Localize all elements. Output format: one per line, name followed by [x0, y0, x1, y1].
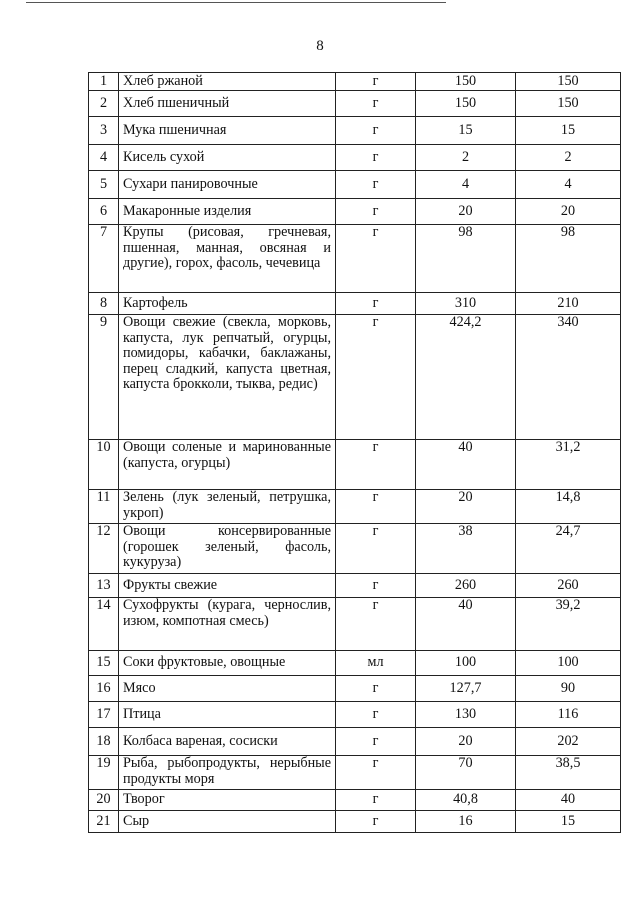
- product-name-cell: Кисель сухой: [119, 145, 336, 171]
- product-name-cell: Сухофрукты (курага, чернослив, изюм, компотная смесь): [119, 598, 336, 651]
- norm-value-1-cell: 15: [416, 117, 516, 145]
- product-name-cell: Крупы (рисовая, гречневая, пшенная, манная, овсяная и другие), горох, фасоль, чечевица: [119, 225, 336, 293]
- norm-value-1-cell: 100: [416, 651, 516, 676]
- norm-value-1-cell: 40,8: [416, 790, 516, 811]
- table-row: [89, 790, 621, 811]
- table-row: [89, 225, 621, 293]
- row-number-cell: 4: [89, 145, 119, 171]
- table-row: [89, 574, 621, 598]
- table-row: [89, 524, 621, 574]
- table-body: [89, 73, 621, 833]
- row-number-cell: 12: [89, 524, 119, 574]
- product-name-cell: Овощи консервированные (горошек зеленый, фасоль, кукуруза): [119, 524, 336, 574]
- table-row: [89, 490, 621, 524]
- unit-cell: г: [336, 440, 416, 490]
- row-number-cell: 17: [89, 702, 119, 728]
- table-row: [89, 73, 621, 91]
- norm-value-2-cell: 210: [516, 293, 621, 315]
- unit-cell: г: [336, 199, 416, 225]
- norm-value-2-cell: 98: [516, 225, 621, 293]
- product-name-cell: Хлеб пшеничный: [119, 91, 336, 117]
- product-name-cell: Колбаса вареная, сосиски: [119, 728, 336, 756]
- unit-cell: г: [336, 524, 416, 574]
- unit-cell: г: [336, 598, 416, 651]
- row-number-cell: 9: [89, 315, 119, 440]
- unit-cell: г: [336, 145, 416, 171]
- table-row: [89, 756, 621, 790]
- table-row: [89, 315, 621, 440]
- product-name-cell: Сыр: [119, 811, 336, 833]
- unit-cell: г: [336, 91, 416, 117]
- norm-value-2-cell: 39,2: [516, 598, 621, 651]
- row-number-cell: 1: [89, 73, 119, 91]
- product-name-cell: Макаронные изделия: [119, 199, 336, 225]
- table-row: [89, 293, 621, 315]
- food-norms-table: [88, 72, 621, 833]
- row-number-cell: 8: [89, 293, 119, 315]
- norm-value-2-cell: 31,2: [516, 440, 621, 490]
- unit-cell: г: [336, 811, 416, 833]
- norm-value-2-cell: 38,5: [516, 756, 621, 790]
- row-number-cell: 19: [89, 756, 119, 790]
- norm-value-2-cell: 14,8: [516, 490, 621, 524]
- page-number: 8: [316, 38, 324, 54]
- row-number-cell: 21: [89, 811, 119, 833]
- table-row: [89, 651, 621, 676]
- product-name-cell: Птица: [119, 702, 336, 728]
- norm-value-2-cell: 15: [516, 811, 621, 833]
- norm-value-2-cell: 150: [516, 91, 621, 117]
- norm-value-2-cell: 116: [516, 702, 621, 728]
- norm-value-1-cell: 424,2: [416, 315, 516, 440]
- norm-value-1-cell: 127,7: [416, 676, 516, 702]
- norm-value-2-cell: 100: [516, 651, 621, 676]
- unit-cell: г: [336, 315, 416, 440]
- unit-cell: г: [336, 790, 416, 811]
- product-name-cell: Картофель: [119, 293, 336, 315]
- product-name-cell: Овощи соленые и маринованные (капуста, огурцы): [119, 440, 336, 490]
- norm-value-2-cell: 24,7: [516, 524, 621, 574]
- table-row: [89, 702, 621, 728]
- table-row: [89, 91, 621, 117]
- row-number-cell: 14: [89, 598, 119, 651]
- table-row: [89, 199, 621, 225]
- table-row: [89, 811, 621, 833]
- row-number-cell: 20: [89, 790, 119, 811]
- table-row: [89, 440, 621, 490]
- row-number-cell: 18: [89, 728, 119, 756]
- norm-value-1-cell: 310: [416, 293, 516, 315]
- norm-value-1-cell: 2: [416, 145, 516, 171]
- row-number-cell: 2: [89, 91, 119, 117]
- norm-value-2-cell: 20: [516, 199, 621, 225]
- table-row: [89, 117, 621, 145]
- unit-cell: г: [336, 117, 416, 145]
- unit-cell: г: [336, 756, 416, 790]
- product-name-cell: Мука пшеничная: [119, 117, 336, 145]
- norm-value-1-cell: 260: [416, 574, 516, 598]
- row-number-cell: 6: [89, 199, 119, 225]
- unit-cell: г: [336, 676, 416, 702]
- norm-value-2-cell: 15: [516, 117, 621, 145]
- product-name-cell: Зелень (лук зеленый, петрушка, укроп): [119, 490, 336, 524]
- norm-value-1-cell: 20: [416, 199, 516, 225]
- norm-value-2-cell: 90: [516, 676, 621, 702]
- norm-value-1-cell: 70: [416, 756, 516, 790]
- product-name-cell: Овощи свежие (свекла, морковь, капуста, лук репчатый, огурцы, помидоры, кабачки, баклажаны, перец сладкий, капуста цветная, капуста брокколи, тыква, редис): [119, 315, 336, 440]
- norm-value-2-cell: 260: [516, 574, 621, 598]
- table-row: [89, 676, 621, 702]
- row-number-cell: 5: [89, 171, 119, 199]
- norm-value-1-cell: 150: [416, 91, 516, 117]
- norm-value-2-cell: 340: [516, 315, 621, 440]
- row-number-cell: 11: [89, 490, 119, 524]
- norm-value-1-cell: 4: [416, 171, 516, 199]
- norm-value-2-cell: 150: [516, 73, 621, 91]
- norm-value-1-cell: 150: [416, 73, 516, 91]
- norm-value-1-cell: 130: [416, 702, 516, 728]
- product-name-cell: Творог: [119, 790, 336, 811]
- product-name-cell: Фрукты свежие: [119, 574, 336, 598]
- unit-cell: г: [336, 293, 416, 315]
- row-number-cell: 3: [89, 117, 119, 145]
- table-row: [89, 171, 621, 199]
- unit-cell: мл: [336, 651, 416, 676]
- product-name-cell: Рыба, рыбопродукты, нерыбные продукты моря: [119, 756, 336, 790]
- product-name-cell: Соки фруктовые, овощные: [119, 651, 336, 676]
- norm-value-2-cell: 40: [516, 790, 621, 811]
- norm-value-1-cell: 20: [416, 728, 516, 756]
- row-number-cell: 15: [89, 651, 119, 676]
- table-row: [89, 145, 621, 171]
- unit-cell: г: [336, 702, 416, 728]
- norm-value-1-cell: 16: [416, 811, 516, 833]
- norm-value-1-cell: 20: [416, 490, 516, 524]
- row-number-cell: 13: [89, 574, 119, 598]
- row-number-cell: 7: [89, 225, 119, 293]
- unit-cell: г: [336, 490, 416, 524]
- unit-cell: г: [336, 171, 416, 199]
- unit-cell: г: [336, 574, 416, 598]
- table-row: [89, 728, 621, 756]
- table-row: [89, 598, 621, 651]
- norm-value-1-cell: 38: [416, 524, 516, 574]
- row-number-cell: 10: [89, 440, 119, 490]
- norm-value-2-cell: 2: [516, 145, 621, 171]
- top-rule: [26, 2, 446, 3]
- product-name-cell: Мясо: [119, 676, 336, 702]
- unit-cell: г: [336, 225, 416, 293]
- row-number-cell: 16: [89, 676, 119, 702]
- unit-cell: г: [336, 728, 416, 756]
- norm-value-2-cell: 202: [516, 728, 621, 756]
- norm-value-1-cell: 98: [416, 225, 516, 293]
- norm-value-2-cell: 4: [516, 171, 621, 199]
- norm-value-1-cell: 40: [416, 598, 516, 651]
- product-name-cell: Сухари панировочные: [119, 171, 336, 199]
- unit-cell: г: [336, 73, 416, 91]
- product-name-cell: Хлеб ржаной: [119, 73, 336, 91]
- norm-value-1-cell: 40: [416, 440, 516, 490]
